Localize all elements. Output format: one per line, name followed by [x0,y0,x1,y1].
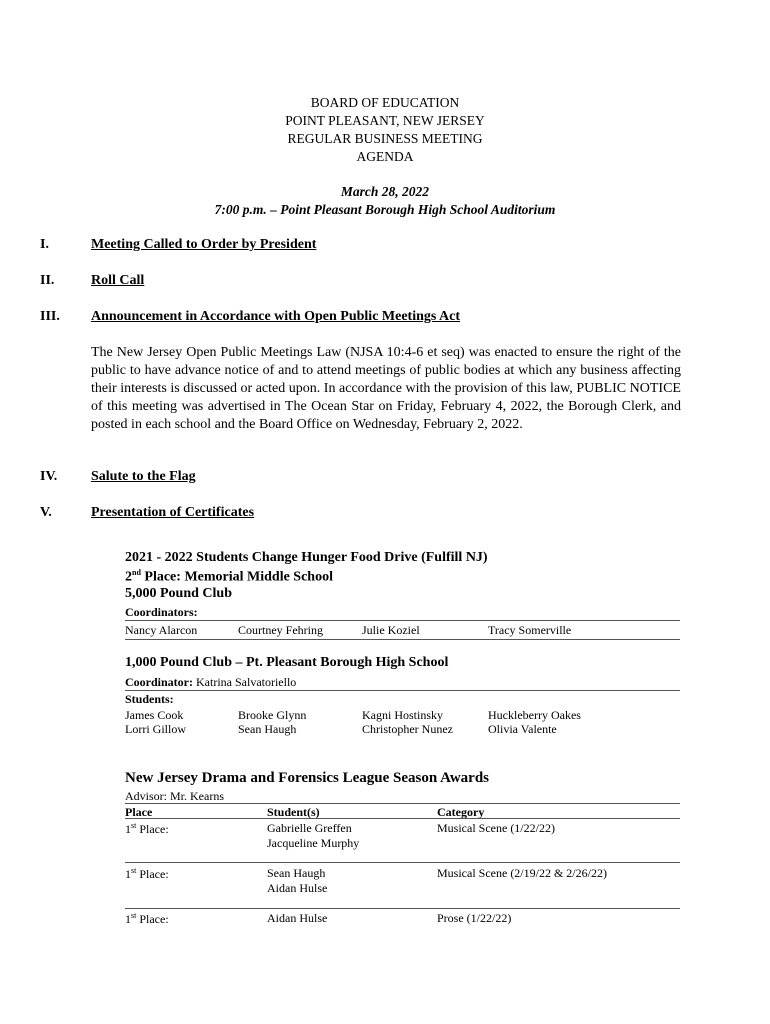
section-number: V. [40,505,52,520]
award-student: Aidan Hulse [267,881,328,895]
divider [125,690,680,691]
award-place [125,866,169,882]
food-drive-club: 5,000 Pound Club [125,586,232,601]
award-student: Gabrielle Greffen [267,821,352,835]
coordinators-label: Coordinators: [125,605,198,619]
coordinator-label: Coordinator: [125,675,193,689]
column-header-category: Category [437,805,485,819]
header-line-meeting-type: REGULAR BUSINESS MEETING [287,131,483,146]
meeting-time-location: 7:00 p.m. – Point Pleasant Borough High School Auditorium [214,202,556,217]
drama-title: New Jersey Drama and Forensics League Season Awards [125,770,490,786]
student-name: Huckleberry Oakes [488,708,581,722]
divider [125,818,680,819]
column-header-place: Place [125,805,153,819]
column-header-students: Student(s) [267,805,320,819]
hs-club-coordinator [125,675,296,690]
place-suffix: st [131,911,137,920]
coordinator-name: Julie Koziel [362,623,420,637]
announcement-paragraph: The New Jersey Open Public Meetings Law (NJSA 10:4-6 et seq) was enacted to ensure the right of the public to have advance notice of and to attend meetings of public bodies at which any business affecting their interests is discussed or acted upon. In accordance with the provision of this law, PUBLIC NOTICE of this meeting was advertised in The Ocean Star on Friday, February 4, 2022, the Borough Clerk, and posted in each school and the Board Office on Wednesday, February 2, 2022. [91,345,681,432]
student-name: Sean Haugh [238,722,297,736]
student-name: Christopher Nunez [362,722,453,736]
award-category: Musical Scene (2/19/22 & 2/26/22) [437,866,607,880]
divider [125,620,680,621]
student-name: Olivia Valente [488,722,557,736]
coordinator-name: Katrina Salvatoriello [193,675,297,689]
divider [125,803,680,804]
place-suffix: nd [132,568,141,577]
header-line-agenda: AGENDA [356,149,414,164]
section-number: IV. [40,469,58,484]
coordinator-name: Courtney Fehring [238,623,323,637]
place-number: 1 [125,822,131,836]
section-title: Meeting Called to Order by President [91,237,317,252]
student-name: Lorri Gillow [125,722,186,736]
coordinator-name: Nancy Alarcon [125,623,198,637]
place-number: 1 [125,867,131,881]
award-place [125,911,169,927]
meeting-details [0,183,770,219]
award-student: Sean Haugh [267,866,326,880]
section-title: Salute to the Flag [91,469,196,484]
award-category: Musical Scene (1/22/22) [437,821,555,835]
award-category: Prose (1/22/22) [437,911,512,925]
student-name: Kagni Hostinsky [362,708,443,722]
students-label: Students: [125,692,174,706]
section-title: Presentation of Certificates [91,505,255,520]
place-number: 1 [125,912,131,926]
student-name: Brooke Glynn [238,708,307,722]
drama-advisor: Advisor: Mr. Kearns [125,789,224,803]
divider [125,639,680,640]
section-title: Roll Call [91,273,145,288]
divider [125,862,680,863]
section-number: I. [40,237,49,252]
award-student: Aidan Hulse [267,911,328,925]
award-place [125,821,169,837]
award-student: Jacqueline Murphy [267,836,360,850]
header-line-board: BOARD OF EDUCATION [310,95,460,110]
food-drive-title: 2021 - 2022 Students Change Hunger Food Drive (Fulfill NJ) [125,550,488,565]
place-suffix: st [131,821,137,830]
food-drive-place [125,568,333,586]
place-suffix: st [131,866,137,875]
place-text: Place: [136,912,169,926]
place-number: 2 [125,569,132,585]
divider [125,908,680,909]
coordinator-name: Tracy Somerville [488,623,572,637]
meeting-date: March 28, 2022 [340,184,430,199]
document-header [0,94,770,166]
place-text: Place: [136,867,169,881]
header-line-location: POINT PLEASANT, NEW JERSEY [285,113,485,128]
student-name: James Cook [125,708,184,722]
section-number: III. [40,309,60,324]
place-text: Place: [136,822,169,836]
hs-club-title: 1,000 Pound Club – Pt. Pleasant Borough High School [125,655,449,670]
section-title: Announcement in Accordance with Open Public Meetings Act [91,309,461,324]
section-number: II. [40,273,55,288]
place-text: Place: Memorial Middle School [140,569,333,585]
